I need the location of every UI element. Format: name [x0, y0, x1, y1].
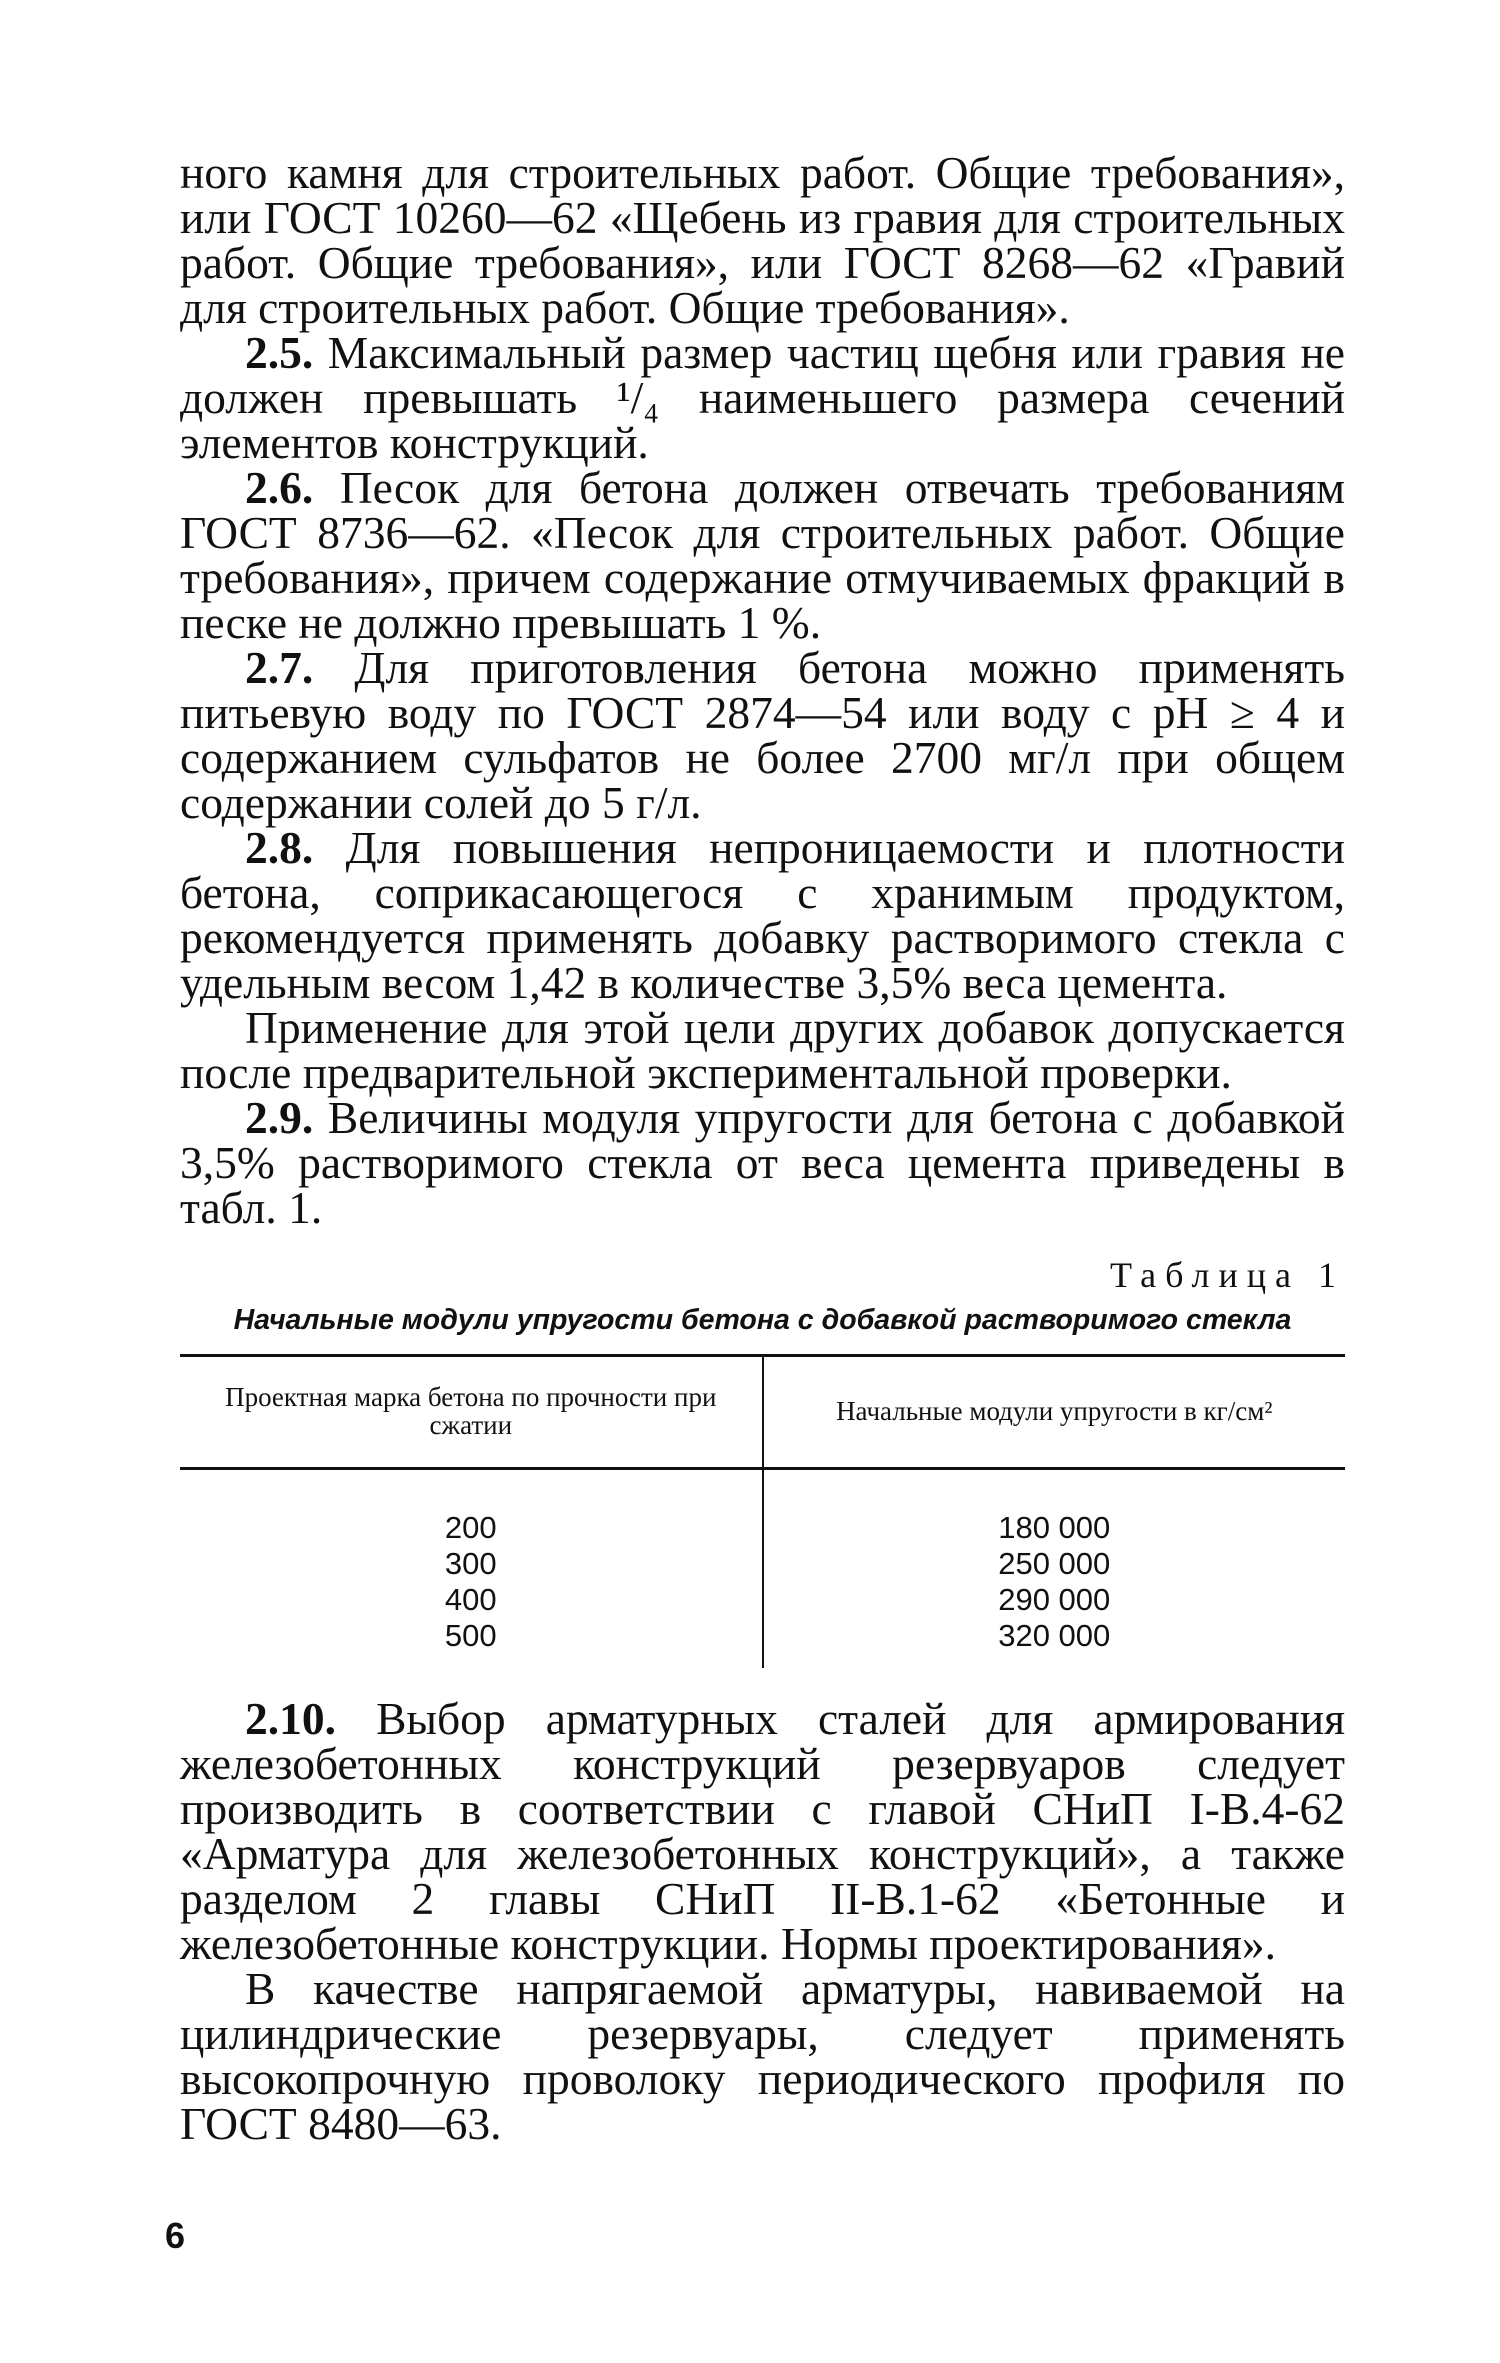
modulus-value: 180 000: [998, 1510, 1111, 1545]
clause-number: 2.7.: [245, 642, 314, 693]
paragraph-2-9: [180, 1092, 1345, 1233]
paragraph-text: ного камня для строительных работ. Общие требования», или ГОСТ 10260—62 «Щебень из гравия для строительных работ. Общие требования», или ГОСТ 8268—62 «Гравий для строительных работ. Общие требования».: [180, 147, 1345, 333]
modulus-value: 320 000: [998, 1618, 1111, 1653]
modulus-value: 250 000: [998, 1546, 1111, 1581]
paragraph-text: Величины модуля упругости для бетона с добавкой 3,5% растворимого стекла от веса цемента приведены в табл. 1.: [180, 1092, 1345, 1233]
table-title: Начальные модули упругости бетона с добавкой растворимого стекла: [233, 1304, 1292, 1336]
clause-number: 2.5.: [245, 327, 314, 378]
table-header-row: [180, 1356, 1345, 1469]
grade-value: 500: [444, 1618, 497, 1653]
table-row: [180, 1469, 1345, 1669]
paragraph-2-10: [180, 1693, 1345, 1969]
clause-number: 2.8.: [245, 822, 314, 873]
paragraph-text: Песок для бетона должен отвечать требованиям ГОСТ 8736—62. «Песок для строительных работ. Общие требования», причем содержание отмучиваемых фракций в песке не должно превышать 1 %.: [180, 462, 1345, 648]
paragraph-intro: [180, 147, 1345, 333]
page-number: 6: [165, 2215, 186, 2256]
grade-value: 400: [444, 1582, 497, 1617]
grade-value: 300: [444, 1546, 497, 1581]
paragraph-2-7: [180, 642, 1345, 828]
table-cell-grades: [180, 1469, 763, 1669]
table-header-modulus: Начальные модули упругости в кг/см²: [763, 1356, 1346, 1469]
paragraph-text: Максимальный размер частиц щебня или гравия не должен превышать ¹/₄ наименьшего размера сечений элементов конструкций.: [180, 327, 1345, 468]
clause-number: 2.9.: [245, 1092, 314, 1143]
paragraph-text: Для приготовления бетона можно применять питьевую воду по ГОСТ 2874—54 или воду с pH ≥ 4 и содержанием сульфатов не более 2700 мг/л при общем содержании солей до 5 г/л.: [180, 642, 1345, 828]
paragraph-2-6: [180, 462, 1345, 648]
paragraph-2-8-continued: [180, 1002, 1345, 1098]
paragraph-text: В качестве напрягаемой арматуры, навиваемой на цилиндрические резервуары, следует применять высокопрочную проволоку периодического профиля по ГОСТ 8480—63.: [180, 1963, 1345, 2149]
modulus-value: 290 000: [998, 1582, 1111, 1617]
table-cell-moduli: [763, 1469, 1346, 1669]
paragraph-2-10-continued: [180, 1963, 1345, 2149]
paragraph-text: Для повышения непроницаемости и плотности бетона, соприкасающегося с хранимым продуктом, рекомендуется применять добавку растворимого стекла с удельным весом 1,42 в количестве 3,5% веса цемента.: [180, 822, 1345, 1008]
elastic-modulus-table: [180, 1354, 1345, 1668]
clause-number: 2.10.: [245, 1693, 336, 1744]
clause-number: 2.6.: [245, 462, 314, 513]
grade-value: 200: [444, 1510, 497, 1545]
paragraph-2-8: [180, 822, 1345, 1008]
table-header-grade: Проектная марка бетона по прочности при сжатии: [180, 1356, 763, 1469]
page-body: [180, 147, 1345, 2149]
table-caption: Таблица 1: [1110, 1255, 1345, 1295]
paragraph-2-5: [180, 327, 1345, 468]
paragraph-text: Применение для этой цели других добавок допускается после предварительной экспериментальной проверки.: [180, 1002, 1345, 1098]
paragraph-text: Выбор арматурных сталей для армирования железобетонных конструкций резервуаров следует производить в соответствии с главой СНиП I-В.4-62 «Арматура для железобетонных конструкций», а также разделом 2 главы СНиП II-В.1-62 «Бетонные и железобетонные конструкции. Нормы проектирования».: [180, 1693, 1345, 1969]
